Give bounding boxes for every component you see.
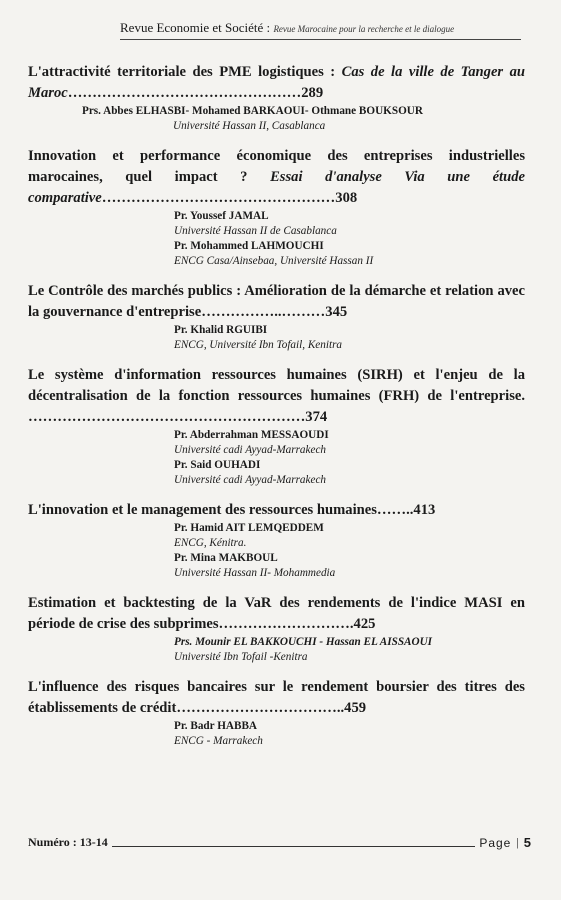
author-name: Prs. Mounir EL BAKKOUCHI - Hassan EL AISSAOUI [174, 636, 433, 648]
page-ref: 374 [305, 409, 328, 425]
page-ref: 308 [335, 190, 358, 206]
dot-leader: …….. [376, 502, 414, 518]
author-affiliation: Université Hassan II, Casablanca [173, 120, 326, 132]
article-title-text: Le système d'information ressources humaines (SIRH) et l'enjeu de la décentralisation de la fonction ressources humaines (FRH) de l'entreprise. [28, 367, 525, 404]
author-affiliation: ENCG, Université Ibn Tofail, Kenitra [174, 339, 343, 351]
table-of-contents [28, 62, 525, 761]
article-title [28, 62, 525, 104]
article-title-text: L'influence des risques bancaires sur le rendement boursier des titres des établissements de crédit [28, 679, 525, 716]
dot-leader: ……………..……… [201, 304, 326, 320]
author-affiliation: ENCG Casa/Ainsebaa, Université Hassan II [174, 255, 374, 267]
article-title [28, 365, 525, 428]
author-affiliation: Université Hassan II- Mohammedia [174, 567, 336, 579]
author-name: Pr. Mina MAKBOUL [174, 552, 278, 564]
article-title [28, 281, 525, 323]
dot-leader: ………………………. [218, 616, 354, 632]
article-subtitle: Essai d'analyse Via une étude comparative [28, 169, 525, 206]
author-block [174, 428, 525, 488]
page-footer [28, 835, 531, 850]
author-affiliation: Université cadi Ayyad-Marrakech [174, 474, 327, 486]
author-affiliation: ENCG - Marrakech [174, 735, 263, 747]
article-subtitle: Cas de la ville de Tanger au Maroc [28, 64, 525, 101]
running-header [120, 20, 521, 40]
author-affiliation: Université Hassan II de Casablanca [174, 225, 337, 237]
author-name: Pr. Hamid AIT LEMQEDDEM [174, 522, 324, 534]
toc-entry [28, 593, 525, 665]
article-title-text: L'attractivité territoriale des PME logistiques : [28, 64, 342, 80]
page-ref: 413 [413, 502, 436, 518]
article-title [28, 593, 525, 635]
article-title-text: Estimation et backtesting de la VaR des rendements de l'indice MASI en période de crise des subprimes [28, 595, 525, 632]
dot-leader: ………………………………………………… [28, 409, 306, 425]
page-ref: 425 [353, 616, 376, 632]
toc-entry [28, 365, 525, 488]
dot-leader: ………………………………………… [101, 190, 336, 206]
author-name: Pr. Said OUHADI [174, 459, 261, 471]
journal-title: Revue Economie et Société : [120, 20, 271, 35]
toc-entry [28, 62, 525, 134]
author-name: Pr. Mohammed LAHMOUCHI [174, 240, 324, 252]
page-ref: 289 [301, 85, 324, 101]
page-label: Page [479, 836, 512, 850]
article-title-text: L'innovation et le management des ressources humaines [28, 502, 377, 518]
author-block [174, 521, 525, 581]
toc-entry [28, 146, 525, 269]
page-ref: 459 [344, 700, 367, 716]
author-name: Pr. Youssef JAMAL [174, 210, 269, 222]
toc-entry [28, 500, 525, 581]
dot-leader: …………………………….. [176, 700, 345, 716]
author-block [174, 719, 525, 749]
author-block [174, 635, 525, 665]
article-title [28, 500, 525, 521]
issue-number: Numéro : 13-14 [28, 835, 108, 849]
toc-entry [28, 677, 525, 749]
author-affiliation: Université cadi Ayyad-Marrakech [174, 444, 327, 456]
page-separator: | [516, 835, 519, 849]
footer-rule [112, 845, 476, 847]
article-title-text: Innovation et performance économique des entreprises industrielles marocaines, quel impact ? [28, 148, 525, 185]
toc-entry [28, 281, 525, 353]
article-title [28, 146, 525, 209]
author-block [82, 104, 525, 134]
author-name: Pr. Abderrahman MESSAOUDI [174, 429, 329, 441]
author-block [174, 209, 525, 269]
page-ref: 345 [325, 304, 348, 320]
page-number: 5 [523, 835, 531, 850]
author-name: Pr. Badr HABBA [174, 720, 257, 732]
author-affiliation: ENCG, Kénitra. [174, 537, 247, 549]
article-title-text: Le Contrôle des marchés publics : Amélioration de la démarche et relation avec la gouvernance d'entreprise [28, 283, 525, 320]
journal-subtitle: Revue Marocaine pour la recherche et le dialogue [273, 24, 455, 34]
dot-leader: ………………………………………… [67, 85, 302, 101]
author-affiliation: Université Ibn Tofail -Kenitra [174, 651, 308, 663]
author-name: Pr. Khalid RGUIBI [174, 324, 268, 336]
article-title [28, 677, 525, 719]
author-name: Prs. Abbes ELHASBI- Mohamed BARKAOUI- Othmane BOUKSOUR [82, 105, 423, 117]
author-block [174, 323, 525, 353]
